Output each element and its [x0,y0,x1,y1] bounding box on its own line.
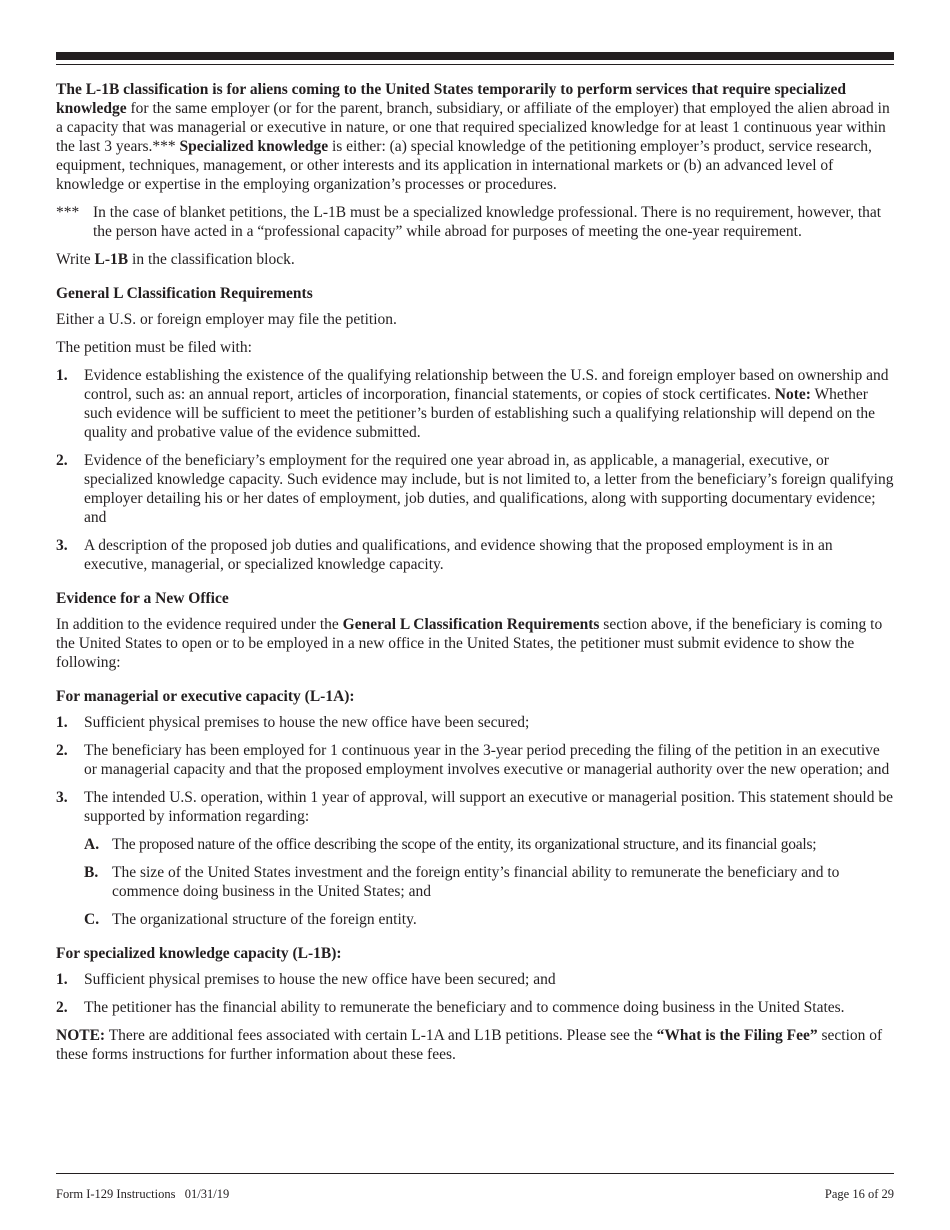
item-number: 3. [56,537,68,554]
item-number: 3. [56,789,68,806]
item-text: The size of the United States investment and the foreign entity’s financial ability to remunerate the beneficiary and to commence doing business in the United States; and [112,864,840,900]
general-p1: Either a U.S. or foreign employer may file the petition. [56,311,397,328]
footer-rule [56,1173,894,1174]
item-number: 1. [56,367,68,384]
new-office-heading: Evidence for a New Office [56,590,229,607]
managerial-list [56,713,894,826]
list-item [56,713,894,732]
new-office-pre: In addition to the evidence required under the [56,616,343,633]
list-item [56,536,894,574]
list-item [84,910,894,929]
item-text: The organizational structure of the foreign entity. [112,911,417,928]
item-text-a: Evidence establishing the existence of the qualifying relationship between the U.S. and foreign employer based on ownership and control, such as: an annual report, articles of incorporation, financial statements, or copies of stock certificates. [84,367,889,403]
general-p2: The petition must be filed with: [56,339,252,356]
note-text-2: section of these forms instructions for further information about these fees. [56,1027,883,1063]
list-item [84,863,894,901]
form-name-date: Form I-129 Instructions 01/31/19 [56,1187,230,1201]
l1b-intro-text: for the same employer (or for the parent, branch, subsidiary, or affiliate of the employer) that employed the alien abroad in a capacity that was managerial or executive in nature, or one that required specialized knowledge for at least 1 continuous year within the last 3 years.*** [56,100,890,155]
item-note-label: Note: [774,386,811,403]
blanket-petition-note [56,203,894,241]
filing-fee-reference: “What is the Filing Fee” [656,1027,818,1044]
item-number: 1. [56,714,68,731]
write-pre: Write [56,251,95,268]
managerial-sublist [84,835,894,929]
note-label: NOTE: [56,1027,106,1044]
item-letter: A. [84,836,100,853]
page-number: Page 16 of 29 [824,1187,894,1201]
list-item [56,741,894,779]
list-item [84,835,894,854]
item-text: Sufficient physical premises to house the new office have been secured; [84,714,530,731]
list-item [56,998,894,1017]
specialized-list [56,970,894,1017]
item-text: Sufficient physical premises to house the new office have been secured; and [84,971,556,988]
l1b-intro-bold: The L-1B classification is for aliens coming to the United States temporarily to perform services that require specialized knowledge [56,81,846,117]
item-number: 2. [56,999,68,1016]
item-number: 2. [56,742,68,759]
specialized-heading: For specialized knowledge capacity (L-1B): [56,945,342,962]
note-text: In the case of blanket petitions, the L-1B must be a specialized knowledge professional. There is no requirement, however, that the person have acted in a “professional capacity” while abroad for purposes of meeting the one-year requirement. [93,204,882,240]
list-item [56,788,894,826]
page-content [56,80,894,1073]
item-text: The petitioner has the financial ability to remunerate the beneficiary and to commence doing business in the United States. [84,999,845,1016]
header-rule-thin [56,64,894,65]
specialized-knowledge-definition: is either: (a) special knowledge of the petitioning employer’s product, service research, equipment, techniques, management, or other interests and its application in international markets or (b) an advanced level of knowledge or expertise in the employing organization’s processes or procedures. [56,138,872,193]
item-text: The beneficiary has been employed for 1 continuous year in the 3-year period preceding the filing of the petition in an executive or managerial capacity and that the proposed employment involves executive or managerial authority over the new operation; and [84,742,890,778]
note-text-1: There are additional fees associated with certain L-1A and L1B petitions. Please see the [105,1027,657,1044]
item-text: The proposed nature of the office describing the scope of the entity, its organizational structure, and its financial goals; [112,836,817,853]
item-text-b: Whether such evidence will be sufficient to meet the petitioner’s burden of establishing such a qualifying relationship will depend on the quality and probative value of the evidence submitted. [84,386,876,441]
general-requirements-list [56,366,894,574]
list-item [56,970,894,989]
l1b-intro-paragraph [56,80,894,194]
write-code: L-1B [94,251,129,268]
item-text: The intended U.S. operation, within 1 year of approval, will support an executive or managerial position. This statement should be supported by information regarding: [84,789,893,825]
note-asterisks: *** [56,204,80,221]
specialized-knowledge-term: Specialized knowledge [179,138,329,155]
item-letter: B. [84,864,99,881]
new-office-bold: General L Classification Requirements [342,616,600,633]
item-number: 1. [56,971,68,988]
item-letter: C. [84,911,100,928]
page-footer [56,1187,894,1202]
item-text: Evidence of the beneficiary’s employment for the required one year abroad in, as applicable, a managerial, executive, or specialized knowledge capacity. Such evidence may include, but is not limited to, a letter from the beneficiary’s foreign qualifying employer detailing his or her dates of employment, job duties, and qualifications, along with supporting documentary evidence; and [84,452,894,526]
filing-fee-note [56,1026,894,1064]
list-item [56,451,894,527]
new-office-paragraph [56,615,894,672]
item-number: 2. [56,452,68,469]
header-rule-thick [56,52,894,60]
new-office-post: section above, if the beneficiary is coming to the United States to open or to be employed in a new office in the United States, the petitioner must submit evidence to show the following: [56,616,883,671]
managerial-heading: For managerial or executive capacity (L-1A): [56,688,355,705]
list-item [56,366,894,442]
item-text [84,366,894,442]
general-requirements-heading: General L Classification Requirements [56,285,313,302]
write-post: in the classification block. [128,251,295,268]
write-classification-instruction [56,250,894,269]
item-text: A description of the proposed job duties and qualifications, and evidence showing that the proposed employment is in an executive, managerial, or specialized knowledge capacity. [84,537,833,573]
